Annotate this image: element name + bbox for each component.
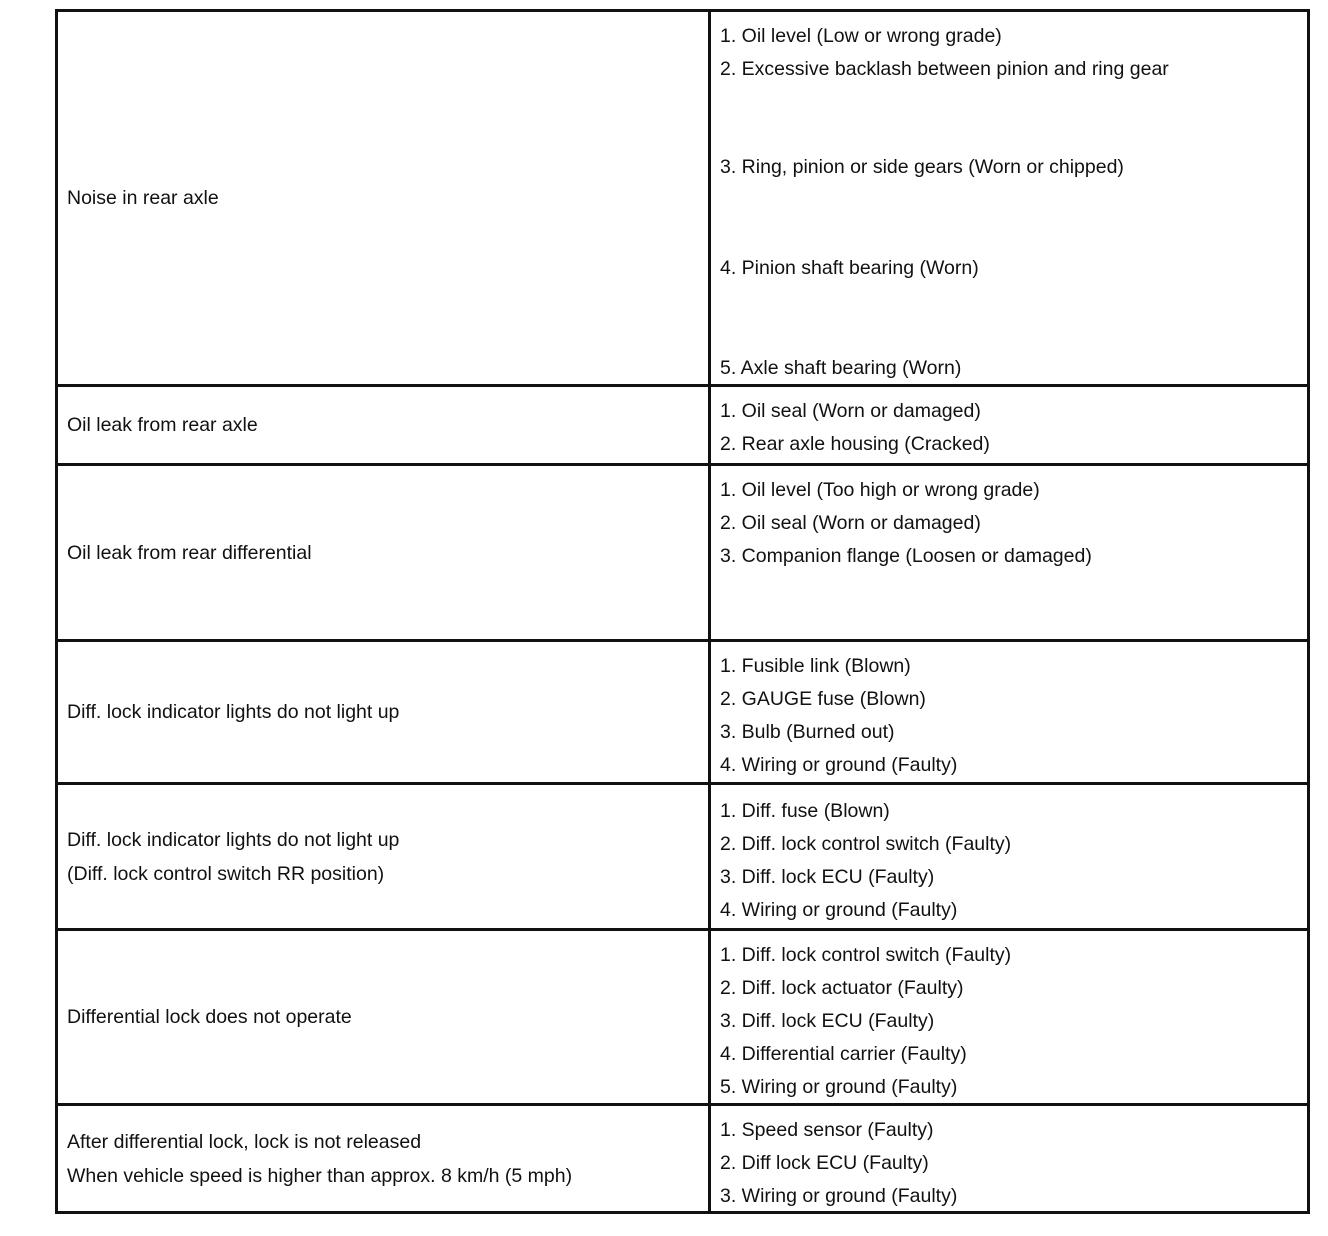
symptom-cell (58, 785, 711, 928)
table-row (58, 12, 1307, 387)
symptom-text: Oil leak from rear axle (67, 414, 258, 436)
cause-item: 5. Axle shaft bearing (Worn) (720, 357, 962, 379)
causes-cell (711, 12, 1307, 384)
cause-item: 2. Diff lock ECU (Faulty) (720, 1152, 929, 1174)
symptom-cell (58, 931, 711, 1103)
cause-item: 2. Diff. lock control switch (Faulty) (720, 833, 1012, 855)
cause-item: 4. Pinion shaft bearing (Worn) (720, 257, 979, 279)
table-row (58, 387, 1307, 466)
table-row (58, 931, 1307, 1106)
causes-cell (711, 466, 1307, 639)
cause-item: 5. Wiring or ground (Faulty) (720, 1076, 958, 1098)
cause-item: 3. Diff. lock ECU (Faulty) (720, 1010, 935, 1032)
causes-cell (711, 642, 1307, 782)
table-row (58, 466, 1307, 642)
cause-item: 1. Diff. lock control switch (Faulty) (720, 944, 1012, 966)
causes-cell (711, 931, 1307, 1103)
symptom-text: After differential lock, lock is not released (67, 1130, 422, 1153)
table-row (58, 1106, 1307, 1211)
cause-item: 1. Oil level (Too high or wrong grade) (720, 479, 1040, 501)
cause-item: 4. Differential carrier (Faulty) (720, 1043, 967, 1065)
cause-item: 1. Oil level (Low or wrong grade) (720, 25, 1002, 47)
symptom-cell (58, 12, 711, 384)
cause-item: 3. Companion flange (Loosen or damaged) (720, 545, 1092, 567)
symptom-cell (58, 642, 711, 782)
symptom-cell (58, 466, 711, 639)
symptom-text: Differential lock does not operate (67, 1006, 352, 1028)
table-row (58, 785, 1307, 931)
cause-item: 3. Diff. lock ECU (Faulty) (720, 866, 935, 888)
symptom-text: Oil leak from rear differential (67, 541, 312, 564)
causes-cell (711, 1106, 1307, 1211)
cause-item: 2. GAUGE fuse (Blown) (720, 688, 926, 710)
symptom-cell (58, 387, 711, 463)
cause-item: 1. Fusible link (Blown) (720, 655, 911, 677)
cause-item: 2. Oil seal (Worn or damaged) (720, 512, 981, 534)
cause-item: 3. Bulb (Burned out) (720, 721, 895, 743)
causes-cell (711, 387, 1307, 463)
cause-item: 3. Wiring or ground (Faulty) (720, 1185, 958, 1207)
symptom-cell (58, 1106, 711, 1211)
cause-item: 1. Speed sensor (Faulty) (720, 1119, 934, 1141)
cause-item: 2. Rear axle housing (Cracked) (720, 433, 990, 455)
symptom-text: Diff. lock indicator lights do not light up (67, 828, 400, 851)
cause-item: 3. Ring, pinion or side gears (Worn or chipped) (720, 156, 1124, 178)
troubleshooting-table (55, 9, 1310, 1214)
symptom-text: Noise in rear axle (67, 187, 219, 209)
cause-item: 4. Wiring or ground (Faulty) (720, 899, 958, 921)
cause-item: 4. Wiring or ground (Faulty) (720, 754, 958, 776)
cause-item: 2. Excessive backlash between pinion and ring gear (720, 58, 1169, 80)
causes-cell (711, 785, 1307, 928)
symptom-text: When vehicle speed is higher than approx. 8 km/h (5 mph) (67, 1164, 573, 1187)
cause-item: 1. Oil seal (Worn or damaged) (720, 400, 981, 422)
cause-item: 2. Diff. lock actuator (Faulty) (720, 977, 964, 999)
cause-item: 1. Diff. fuse (Blown) (720, 800, 890, 822)
table-row (58, 642, 1307, 785)
symptom-text: (Diff. lock control switch RR position) (67, 862, 385, 885)
symptom-text: Diff. lock indicator lights do not light up (67, 701, 400, 723)
